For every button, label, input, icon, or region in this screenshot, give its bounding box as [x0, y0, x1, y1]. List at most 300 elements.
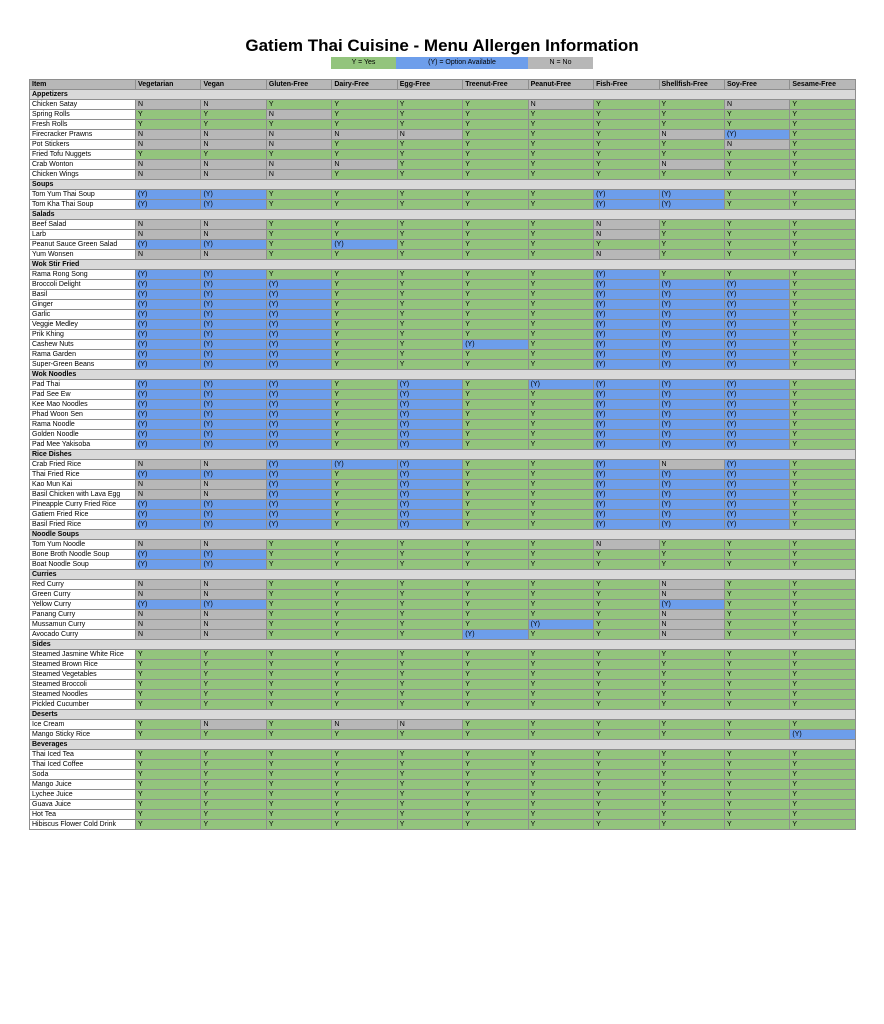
allergen-cell: Y — [463, 130, 528, 140]
item-name: Boat Noodle Soup — [30, 560, 136, 570]
allergen-cell: N — [136, 540, 201, 550]
item-name: Rama Rong Song — [30, 270, 136, 280]
table-row — [30, 500, 856, 510]
allergen-cell: Y — [463, 510, 528, 520]
allergen-cell: (Y) — [724, 460, 789, 470]
allergen-cell: (Y) — [659, 400, 724, 410]
section-title: Appetizers — [30, 90, 856, 100]
section-title: Wok Stir Fried — [30, 260, 856, 270]
allergen-cell: Y — [463, 790, 528, 800]
allergen-cell: N — [659, 580, 724, 590]
table-row — [30, 650, 856, 660]
allergen-cell: (Y) — [136, 560, 201, 570]
allergen-cell: Y — [397, 770, 462, 780]
allergen-cell: Y — [594, 160, 659, 170]
allergen-cell: Y — [594, 720, 659, 730]
allergen-cell: Y — [463, 660, 528, 670]
allergen-cell: Y — [463, 280, 528, 290]
allergen-cell: Y — [397, 280, 462, 290]
allergen-cell: Y — [790, 490, 855, 500]
allergen-cell: (Y) — [201, 470, 266, 480]
allergen-cell: Y — [266, 760, 331, 770]
allergen-cell: Y — [528, 410, 593, 420]
allergen-cell: (Y) — [724, 340, 789, 350]
allergen-cell: Y — [463, 330, 528, 340]
allergen-cell: Y — [266, 250, 331, 260]
allergen-cell: Y — [790, 550, 855, 560]
allergen-cell: Y — [528, 430, 593, 440]
allergen-cell: Y — [659, 700, 724, 710]
item-name: Fried Tofu Nuggets — [30, 150, 136, 160]
allergen-cell: Y — [790, 650, 855, 660]
allergen-cell: Y — [724, 820, 789, 830]
allergen-cell: Y — [332, 560, 397, 570]
allergen-cell: Y — [266, 790, 331, 800]
allergen-cell: N — [201, 250, 266, 260]
allergen-cell: Y — [790, 680, 855, 690]
allergen-cell: (Y) — [201, 290, 266, 300]
section-row — [30, 260, 856, 270]
allergen-cell: (Y) — [136, 390, 201, 400]
allergen-cell: Y — [136, 660, 201, 670]
allergen-cell: (Y) — [594, 420, 659, 430]
allergen-cell: Y — [528, 220, 593, 230]
item-name: Yellow Curry — [30, 600, 136, 610]
item-name: Ice Cream — [30, 720, 136, 730]
item-name: Kee Mao Noodles — [30, 400, 136, 410]
allergen-cell: (Y) — [724, 470, 789, 480]
allergen-cell: Y — [266, 150, 331, 160]
allergen-cell: Y — [332, 140, 397, 150]
table-row — [30, 320, 856, 330]
allergen-cell: Y — [528, 120, 593, 130]
item-name: Thai Iced Tea — [30, 750, 136, 760]
allergen-cell: (Y) — [136, 510, 201, 520]
allergen-cell: N — [136, 250, 201, 260]
table-row — [30, 470, 856, 480]
column-header: Vegan — [201, 80, 266, 90]
allergen-cell: Y — [397, 220, 462, 230]
allergen-cell: Y — [594, 610, 659, 620]
allergen-cell: Y — [266, 780, 331, 790]
allergen-cell: N — [594, 230, 659, 240]
allergen-cell: Y — [594, 780, 659, 790]
allergen-cell: Y — [332, 280, 397, 290]
allergen-cell: Y — [463, 600, 528, 610]
allergen-cell: (Y) — [136, 190, 201, 200]
allergen-cell: Y — [463, 200, 528, 210]
allergen-cell: (Y) — [266, 330, 331, 340]
allergen-cell: (Y) — [659, 430, 724, 440]
allergen-cell: Y — [594, 750, 659, 760]
allergen-cell: N — [659, 630, 724, 640]
allergen-cell: (Y) — [266, 410, 331, 420]
allergen-cell: Y — [332, 490, 397, 500]
allergen-cell: Y — [463, 190, 528, 200]
section-title: Salads — [30, 210, 856, 220]
allergen-cell: Y — [594, 580, 659, 590]
allergen-cell: Y — [528, 790, 593, 800]
allergen-cell: Y — [724, 170, 789, 180]
section-row — [30, 640, 856, 650]
allergen-cell: Y — [790, 360, 855, 370]
allergen-cell: (Y) — [659, 490, 724, 500]
allergen-cell: Y — [659, 720, 724, 730]
allergen-cell: Y — [528, 250, 593, 260]
item-name: Tom Kha Thai Soup — [30, 200, 136, 210]
allergen-cell: Y — [463, 520, 528, 530]
item-name: Steamed Brown Rice — [30, 660, 136, 670]
allergen-cell: (Y) — [266, 440, 331, 450]
allergen-cell: Y — [528, 350, 593, 360]
allergen-cell: Y — [724, 220, 789, 230]
allergen-cell: (Y) — [201, 440, 266, 450]
allergen-cell: Y — [724, 560, 789, 570]
allergen-cell: Y — [463, 750, 528, 760]
allergen-cell: Y — [790, 540, 855, 550]
allergen-cell: (Y) — [594, 300, 659, 310]
allergen-cell: (Y) — [659, 320, 724, 330]
column-header: Item — [30, 80, 136, 90]
allergen-cell: Y — [463, 680, 528, 690]
allergen-cell: Y — [266, 810, 331, 820]
section-title: Deserts — [30, 710, 856, 720]
allergen-cell: Y — [659, 560, 724, 570]
allergen-cell: (Y) — [266, 310, 331, 320]
allergen-cell: Y — [136, 770, 201, 780]
allergen-cell: Y — [790, 620, 855, 630]
allergen-cell: Y — [463, 390, 528, 400]
allergen-cell: Y — [790, 420, 855, 430]
allergen-cell: Y — [266, 690, 331, 700]
allergen-cell: (Y) — [136, 340, 201, 350]
allergen-cell: Y — [790, 690, 855, 700]
allergen-cell: N — [136, 140, 201, 150]
item-name: Tom Yum Noodle — [30, 540, 136, 550]
allergen-cell: N — [659, 130, 724, 140]
allergen-cell: Y — [201, 690, 266, 700]
allergen-cell: Y — [724, 580, 789, 590]
allergen-cell: Y — [201, 120, 266, 130]
allergen-cell: (Y) — [659, 380, 724, 390]
allergen-cell: Y — [790, 700, 855, 710]
allergen-cell: Y — [266, 820, 331, 830]
allergen-cell: Y — [463, 430, 528, 440]
item-name: Broccoli Delight — [30, 280, 136, 290]
allergen-cell: (Y) — [659, 290, 724, 300]
allergen-cell: Y — [136, 790, 201, 800]
allergen-cell: (Y) — [659, 510, 724, 520]
item-name: Lychee Juice — [30, 790, 136, 800]
item-name: Steamed Broccoli — [30, 680, 136, 690]
allergen-cell: (Y) — [724, 410, 789, 420]
item-name: Bone Broth Noodle Soup — [30, 550, 136, 560]
allergen-cell: Y — [790, 440, 855, 450]
table-row — [30, 810, 856, 820]
allergen-cell: Y — [528, 730, 593, 740]
allergen-cell: (Y) — [397, 470, 462, 480]
allergen-cell: Y — [528, 150, 593, 160]
allergen-cell: N — [201, 230, 266, 240]
allergen-cell: Y — [463, 230, 528, 240]
allergen-cell: (Y) — [266, 520, 331, 530]
allergen-cell: (Y) — [201, 340, 266, 350]
allergen-cell: Y — [332, 800, 397, 810]
allergen-cell: Y — [594, 620, 659, 630]
item-name: Larb — [30, 230, 136, 240]
allergen-cell: N — [201, 610, 266, 620]
allergen-cell: Y — [397, 270, 462, 280]
allergen-cell: Y — [332, 520, 397, 530]
allergen-cell: Y — [463, 610, 528, 620]
table-row — [30, 160, 856, 170]
allergen-cell: Y — [790, 230, 855, 240]
allergen-cell: (Y) — [201, 200, 266, 210]
allergen-cell: (Y) — [659, 500, 724, 510]
allergen-cell: N — [136, 480, 201, 490]
allergen-cell: Y — [528, 300, 593, 310]
allergen-cell: Y — [332, 360, 397, 370]
allergen-cell: Y — [790, 110, 855, 120]
allergen-cell: (Y) — [528, 380, 593, 390]
allergen-cell: Y — [332, 300, 397, 310]
allergen-cell: Y — [266, 670, 331, 680]
allergen-cell: Y — [528, 800, 593, 810]
allergen-cell: Y — [332, 410, 397, 420]
table-row — [30, 680, 856, 690]
allergen-cell: Y — [528, 490, 593, 500]
allergen-cell: (Y) — [659, 420, 724, 430]
allergen-cell: Y — [463, 780, 528, 790]
table-row — [30, 240, 856, 250]
allergen-cell: Y — [463, 460, 528, 470]
allergen-cell: Y — [463, 320, 528, 330]
allergen-cell: (Y) — [136, 320, 201, 330]
allergen-cell: Y — [790, 560, 855, 570]
allergen-cell: Y — [463, 670, 528, 680]
allergen-cell: Y — [332, 320, 397, 330]
allergen-cell: Y — [659, 760, 724, 770]
allergen-cell: Y — [724, 250, 789, 260]
column-header: Egg-Free — [397, 80, 462, 90]
legend-no: N = No — [528, 57, 593, 69]
allergen-cell: (Y) — [724, 430, 789, 440]
allergen-cell: Y — [332, 500, 397, 510]
allergen-cell: Y — [790, 790, 855, 800]
allergen-cell: Y — [136, 700, 201, 710]
allergen-cell: (Y) — [136, 470, 201, 480]
item-name: Golden Noodle — [30, 430, 136, 440]
item-name: Hot Tea — [30, 810, 136, 820]
allergen-cell: N — [136, 230, 201, 240]
item-name: Soda — [30, 770, 136, 780]
allergen-cell: Y — [594, 730, 659, 740]
allergen-cell: Y — [397, 620, 462, 630]
allergen-cell: Y — [332, 510, 397, 520]
section-row — [30, 90, 856, 100]
allergen-cell: Y — [790, 320, 855, 330]
allergen-cell: Y — [463, 240, 528, 250]
item-name: Crab Wonton — [30, 160, 136, 170]
allergen-cell: (Y) — [201, 240, 266, 250]
allergen-cell: Y — [201, 790, 266, 800]
allergen-cell: Y — [659, 110, 724, 120]
allergen-cell: Y — [397, 160, 462, 170]
item-name: Red Curry — [30, 580, 136, 590]
section-title: Soups — [30, 180, 856, 190]
allergen-cell: N — [201, 620, 266, 630]
allergen-cell: Y — [463, 810, 528, 820]
allergen-cell: (Y) — [659, 190, 724, 200]
allergen-cell: N — [332, 160, 397, 170]
allergen-cell: Y — [659, 240, 724, 250]
allergen-cell: Y — [790, 500, 855, 510]
section-row — [30, 450, 856, 460]
section-row — [30, 570, 856, 580]
allergen-cell: Y — [201, 670, 266, 680]
item-name: Pad See Ew — [30, 390, 136, 400]
allergen-cell: Y — [136, 800, 201, 810]
allergen-cell: N — [332, 130, 397, 140]
item-name: Spring Rolls — [30, 110, 136, 120]
allergen-cell: Y — [790, 470, 855, 480]
allergen-cell: Y — [790, 520, 855, 530]
item-name: Gatiem Fried Rice — [30, 510, 136, 520]
allergen-cell: Y — [463, 470, 528, 480]
allergen-cell: Y — [594, 810, 659, 820]
allergen-cell: Y — [659, 550, 724, 560]
header-row — [30, 80, 856, 90]
allergen-cell: (Y) — [724, 500, 789, 510]
allergen-cell: Y — [790, 150, 855, 160]
allergen-cell: Y — [790, 200, 855, 210]
allergen-cell: Y — [528, 580, 593, 590]
allergen-cell: Y — [528, 330, 593, 340]
allergen-cell: (Y) — [201, 300, 266, 310]
allergen-cell: (Y) — [266, 380, 331, 390]
allergen-cell: Y — [266, 580, 331, 590]
allergen-cell: Y — [463, 140, 528, 150]
allergen-cell: Y — [266, 660, 331, 670]
allergen-cell: Y — [266, 550, 331, 560]
allergen-cell: Y — [332, 690, 397, 700]
allergen-cell: Y — [724, 240, 789, 250]
allergen-cell: Y — [397, 540, 462, 550]
allergen-cell: (Y) — [659, 310, 724, 320]
allergen-cell: Y — [528, 290, 593, 300]
allergen-cell: Y — [266, 120, 331, 130]
table-row — [30, 750, 856, 760]
table-row — [30, 580, 856, 590]
allergen-cell: Y — [594, 240, 659, 250]
allergen-cell: Y — [332, 680, 397, 690]
allergen-cell: Y — [528, 230, 593, 240]
allergen-cell: (Y) — [724, 380, 789, 390]
allergen-cell: N — [136, 170, 201, 180]
allergen-cell: (Y) — [201, 520, 266, 530]
item-name: Hibiscus Flower Cold Drink — [30, 820, 136, 830]
table-row — [30, 790, 856, 800]
allergen-cell: Y — [659, 150, 724, 160]
allergen-cell: Y — [594, 140, 659, 150]
allergen-cell: Y — [332, 340, 397, 350]
allergen-cell: (Y) — [594, 440, 659, 450]
allergen-cell: (Y) — [594, 480, 659, 490]
allergen-cell: Y — [724, 600, 789, 610]
allergen-cell: (Y) — [724, 320, 789, 330]
allergen-cell: Y — [790, 290, 855, 300]
table-row — [30, 440, 856, 450]
item-name: Ginger — [30, 300, 136, 310]
allergen-cell: Y — [528, 560, 593, 570]
allergen-cell: Y — [332, 440, 397, 450]
table-row — [30, 350, 856, 360]
allergen-cell: Y — [528, 810, 593, 820]
allergen-cell: Y — [266, 270, 331, 280]
table-row — [30, 610, 856, 620]
allergen-cell: Y — [463, 170, 528, 180]
allergen-cell: (Y) — [201, 330, 266, 340]
column-header: Dairy-Free — [332, 80, 397, 90]
allergen-cell: Y — [594, 690, 659, 700]
allergen-cell: Y — [724, 680, 789, 690]
allergen-cell: Y — [397, 650, 462, 660]
allergen-cell: Y — [332, 230, 397, 240]
allergen-cell: (Y) — [201, 280, 266, 290]
allergen-cell: Y — [463, 590, 528, 600]
allergen-cell: Y — [201, 770, 266, 780]
section-title: Rice Dishes — [30, 450, 856, 460]
section-title: Beverages — [30, 740, 856, 750]
allergen-cell: Y — [528, 820, 593, 830]
table-row — [30, 330, 856, 340]
allergen-cell: (Y) — [201, 270, 266, 280]
allergen-cell: Y — [528, 770, 593, 780]
allergen-cell: Y — [790, 400, 855, 410]
table-row — [30, 420, 856, 430]
allergen-cell: (Y) — [594, 200, 659, 210]
allergen-cell: Y — [332, 780, 397, 790]
allergen-cell: Y — [136, 720, 201, 730]
allergen-cell: (Y) — [594, 460, 659, 470]
allergen-cell: Y — [528, 270, 593, 280]
allergen-cell: Y — [528, 200, 593, 210]
section-row — [30, 180, 856, 190]
allergen-cell: (Y) — [594, 430, 659, 440]
allergen-cell: (Y) — [136, 240, 201, 250]
table-row — [30, 400, 856, 410]
allergen-cell: N — [659, 160, 724, 170]
allergen-cell: Y — [790, 340, 855, 350]
item-name: Panang Curry — [30, 610, 136, 620]
allergen-cell: (Y) — [201, 420, 266, 430]
allergen-cell: (Y) — [266, 340, 331, 350]
allergen-cell: Y — [528, 600, 593, 610]
allergen-cell: Y — [201, 750, 266, 760]
allergen-cell: Y — [266, 620, 331, 630]
allergen-cell: Y — [463, 770, 528, 780]
allergen-cell: Y — [136, 150, 201, 160]
allergen-cell: Y — [659, 790, 724, 800]
item-name: Steamed Jasmine White Rice — [30, 650, 136, 660]
item-name: Yum Wonsen — [30, 250, 136, 260]
allergen-cell: Y — [790, 800, 855, 810]
allergen-cell: (Y) — [136, 360, 201, 370]
allergen-cell: (Y) — [201, 350, 266, 360]
allergen-cell: Y — [528, 160, 593, 170]
allergen-cell: Y — [528, 680, 593, 690]
allergen-cell: (Y) — [594, 350, 659, 360]
